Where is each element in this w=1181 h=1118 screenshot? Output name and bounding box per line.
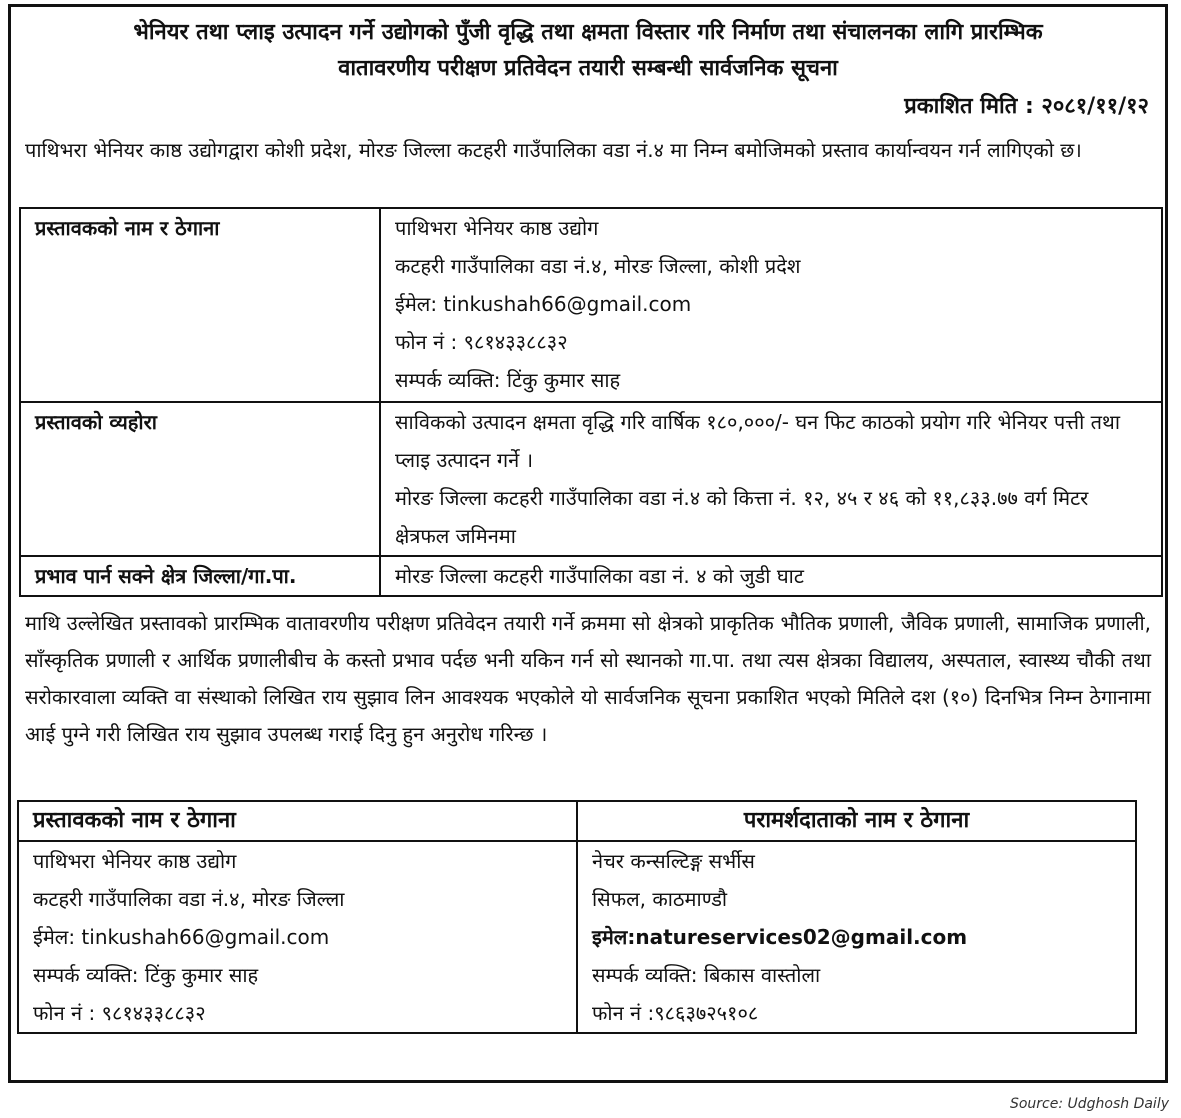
proponent-details — [380, 208, 1162, 402]
consultant-contact — [577, 841, 1136, 1033]
proponent-label: प्रस्तावकको नाम र ठेगाना — [20, 208, 380, 402]
consultant-contact-line: नेचर कन्सल्टिङ्ग सर्भीस — [592, 849, 755, 873]
proponent-contact — [18, 841, 577, 1033]
table-row — [20, 402, 1162, 556]
consultant-email: इमेल:natureservices02@gmail.com — [592, 925, 968, 949]
proponent-line: सम्पर्क व्यक्ति: टिंकु कुमार साह — [395, 368, 621, 392]
consultant-contact-line: सिफल, काठमाण्डौ — [592, 887, 728, 911]
proponent-line: फोन नं : ९८१४३३८८३२ — [395, 330, 568, 354]
proposal-details-table — [19, 207, 1163, 597]
impact-area-value: मोरङ जिल्ला कटहरी गाउँपालिका वडा नं. ४ को जुडी घाट — [380, 556, 1162, 596]
purpose-label: प्रस्तावको व्यहोरा — [20, 402, 380, 556]
purpose-details — [380, 402, 1162, 556]
source-credit: Source: Udghosh Daily — [1009, 1096, 1169, 1112]
body-paragraph: माथि उल्लेखित प्रस्तावको प्रारम्भिक वातावरणीय परीक्षण प्रतिवेदन तयारी गर्ने क्रममा सो क्षेत्रको प्राकृतिक भौतिक प्रणाली, जैविक प्रणाली, सामाजिक प्रणाली, साँस्कृतिक प्रणाली र आर्थिक प्रणालीबीच के कस्तो प्रभाव पर्दछ भनी यकिन गर्न सो स्थानको गा.पा. तथा त्यस क्षेत्रका विद्यालय, अस्पताल, स्वास्थ्य चौकी तथा सरोकारवाला व्यक्ति वा संस्थाको लिखित राय सुझाव लिन आवश्यक भएकोले यो सार्वजनिक सूचना प्रकाशित भएको मितिले दश (१०) दिनभित्र निम्न ठेगानामा आई पुग्ने गरी लिखित राय सुझाव उपलब्ध गराई दिनु हुन अनुरोध गरिन्छ । — [25, 611, 1151, 746]
table-row — [18, 841, 1136, 1033]
public-notice — [8, 4, 1168, 1083]
contacts-table — [17, 800, 1137, 1034]
proponent-contact-line: सम्पर्क व्यक्ति: टिंकु कुमार साह — [33, 963, 259, 987]
purpose-line: साविकको उत्पादन क्षमता वृद्धि गरि वार्षिक १८०,०००/- घन फिट काठको प्रयोग गरि भेनियर पत्ती तथा प्लाइ उत्पादन गर्ने । — [395, 410, 1120, 472]
table-row — [20, 556, 1162, 596]
consultant-header: परामर्शदाताको नाम र ठेगाना — [577, 801, 1136, 841]
intro-paragraph: पाथिभरा भेनियर काष्ठ उद्योगद्वारा कोशी प्रदेश, मोरङ जिल्ला कटहरी गाउँपालिका वडा नं.४ मा निम्न बमोजिमको प्रस्ताव कार्यान्वयन गर्न लागिएको छ। — [25, 138, 1082, 162]
proponent-header: प्रस्तावकको नाम र ठेगाना — [18, 801, 577, 841]
table-row — [20, 208, 1162, 402]
proponent-line: कटहरी गाउँपालिका वडा नं.४, मोरङ जिल्ला, कोशी प्रदेश — [395, 254, 801, 278]
title-line-2: वातावरणीय परीक्षण प्रतिवेदन तयारी सम्बन्धी सार्वजनिक सूचना — [338, 56, 838, 81]
proponent-line: पाथिभरा भेनियर काष्ठ उद्योग — [395, 216, 599, 240]
proponent-contact-line: पाथिभरा भेनियर काष्ठ उद्योग — [33, 849, 237, 873]
title-line-1: भेनियर तथा प्लाइ उत्पादन गर्ने उद्योगको पुँजी वृद्धि तथा क्षमता विस्तार गरि निर्माण तथा संचालनका लागि प्रारम्भिक — [133, 20, 1043, 45]
notice-title — [11, 15, 1165, 87]
purpose-line: मोरङ जिल्ला कटहरी गाउँपालिका वडा नं.४ को कित्ता नं. १२, ४५ र ४६ को ११,८३३.७७ वर्ग मिटर क्षेत्रफल जमिनमा — [395, 486, 1089, 548]
published-date: प्रकाशित मिति : २०८१/११/१२ — [904, 94, 1149, 119]
proponent-contact-line: फोन नं : ९८१४३३८८३२ — [33, 1001, 206, 1025]
consultant-contact-line: फोन नं :९८६३७२५१०८ — [592, 1001, 759, 1025]
consultant-contact-line: सम्पर्क व्यक्ति: बिकास वास्तोला — [592, 963, 821, 987]
table-row — [18, 801, 1136, 841]
impact-area-label: प्रभाव पार्न सक्ने क्षेत्र जिल्ला/गा.पा. — [20, 556, 380, 596]
proponent-line: ईमेल: tinkushah66@gmail.com — [395, 292, 692, 316]
proponent-contact-line: कटहरी गाउँपालिका वडा नं.४, मोरङ जिल्ला — [33, 887, 345, 911]
proponent-contact-line: ईमेल: tinkushah66@gmail.com — [33, 925, 330, 949]
